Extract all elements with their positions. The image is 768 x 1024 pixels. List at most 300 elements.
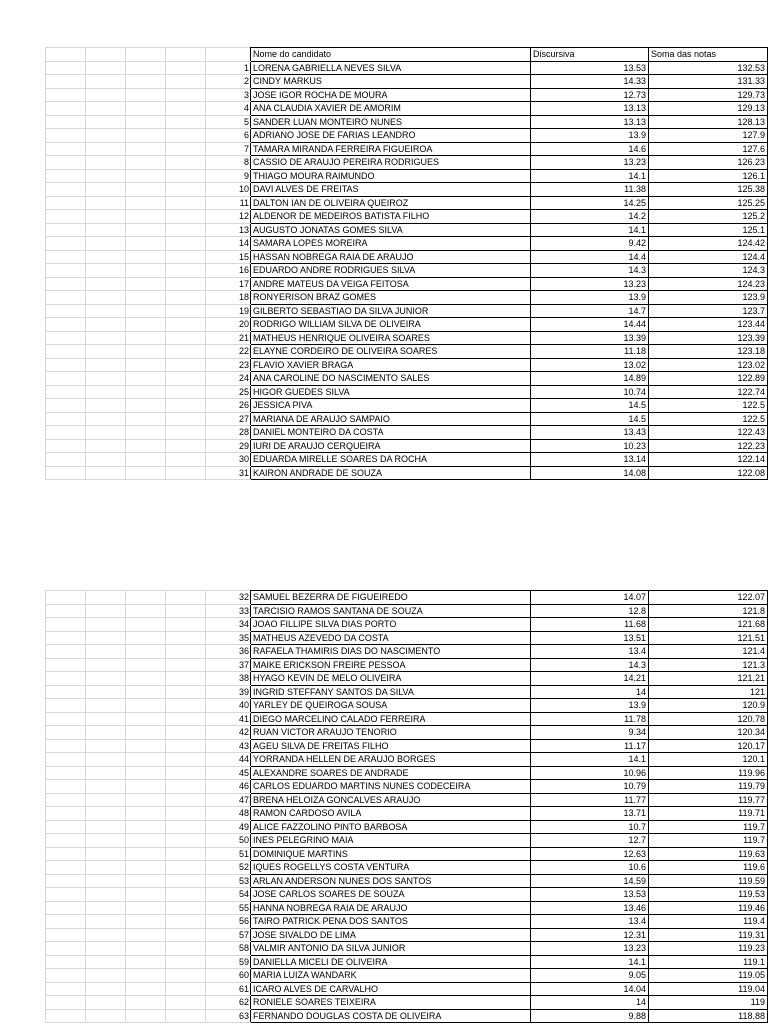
empty-cell (46, 604, 86, 618)
empty-cell (126, 901, 166, 915)
empty-cell (86, 196, 126, 210)
empty-cell (86, 604, 126, 618)
empty-cell (166, 712, 206, 726)
empty-cell (46, 631, 86, 645)
candidate-name-cell: CARLOS EDUARDO MARTINS NUNES CODECEIRA (251, 780, 531, 794)
empty-cell (126, 996, 166, 1010)
rank-cell: 13 (206, 223, 251, 237)
candidate-name-cell: JOSE CARLOS SOARES DE SOUZA (251, 888, 531, 902)
empty-cell (166, 793, 206, 807)
rank-cell: 48 (206, 807, 251, 821)
rank-cell: 46 (206, 780, 251, 794)
empty-cell (166, 358, 206, 372)
total-score-cell: 119.23 (649, 942, 768, 956)
candidate-name-cell: TARCISIO RAMOS SANTANA DE SOUZA (251, 604, 531, 618)
candidate-name-cell: DALTON IAN DE OLIVEIRA QUEIROZ (251, 196, 531, 210)
empty-cell (126, 915, 166, 929)
candidate-name-cell: JOSE SIVALDO DE LIMA (251, 928, 531, 942)
total-score-cell: 120.17 (649, 739, 768, 753)
empty-cell (86, 618, 126, 632)
total-score-cell: 122.07 (649, 591, 768, 605)
empty-cell (166, 318, 206, 332)
rank-cell: 4 (206, 102, 251, 116)
candidate-name-cell: RODRIGO WILLIAM SILVA DE OLIVEIRA (251, 318, 531, 332)
table-row (46, 318, 768, 332)
discursiva-cell: 9.34 (531, 726, 649, 740)
discursiva-cell: 11.68 (531, 618, 649, 632)
candidate-name-cell: MATHEUS HENRIQUE OLIVEIRA SOARES (251, 331, 531, 345)
candidate-name-cell: KAIRON ANDRADE DE SOUZA (251, 466, 531, 480)
rank-cell: 21 (206, 331, 251, 345)
empty-cell (86, 291, 126, 305)
total-score-cell: 120.1 (649, 753, 768, 767)
empty-cell (46, 726, 86, 740)
candidate-name-cell: TAMARA MIRANDA FERREIRA FIGUEIROA (251, 142, 531, 156)
empty-cell (86, 237, 126, 251)
empty-cell (166, 645, 206, 659)
candidate-name-cell: ANDRE MATEUS DA VEIGA FEITOSA (251, 277, 531, 291)
total-score-cell: 119.71 (649, 807, 768, 821)
empty-cell (86, 645, 126, 659)
empty-cell (86, 942, 126, 956)
empty-cell (166, 169, 206, 183)
discursiva-cell: 13.02 (531, 358, 649, 372)
total-score-cell: 119.04 (649, 982, 768, 996)
discursiva-cell: 10.96 (531, 766, 649, 780)
empty-cell (166, 874, 206, 888)
total-score-cell: 123.44 (649, 318, 768, 332)
empty-cell (126, 439, 166, 453)
empty-cell (126, 399, 166, 413)
table-row (46, 969, 768, 983)
empty-cell (126, 793, 166, 807)
empty-cell (126, 372, 166, 386)
empty-cell (46, 223, 86, 237)
empty-cell (166, 345, 206, 359)
table-row (46, 982, 768, 996)
empty-cell (166, 820, 206, 834)
rank-cell: 59 (206, 955, 251, 969)
empty-cell (46, 766, 86, 780)
discursiva-cell: 13.51 (531, 631, 649, 645)
empty-cell (86, 183, 126, 197)
rank-cell: 29 (206, 439, 251, 453)
rank-cell: 47 (206, 793, 251, 807)
candidate-name-cell: RONIELE SOARES TEIXEIRA (251, 996, 531, 1010)
empty-cell (166, 75, 206, 89)
discursiva-cell: 12.8 (531, 604, 649, 618)
empty-cell (46, 712, 86, 726)
rank-cell: 20 (206, 318, 251, 332)
table-row (46, 291, 768, 305)
discursiva-cell: 13.14 (531, 453, 649, 467)
empty-cell (126, 250, 166, 264)
rank-cell: 11 (206, 196, 251, 210)
empty-cell (126, 358, 166, 372)
empty-cell (166, 591, 206, 605)
discursiva-cell: 10.74 (531, 385, 649, 399)
total-score-cell: 121.3 (649, 658, 768, 672)
total-score-cell: 127.6 (649, 142, 768, 156)
rank-cell: 18 (206, 291, 251, 305)
empty-cell (166, 604, 206, 618)
table-row (46, 753, 768, 767)
empty-cell (166, 129, 206, 143)
empty-cell (166, 631, 206, 645)
total-score-cell: 132.53 (649, 61, 768, 75)
rank-cell: 28 (206, 426, 251, 440)
empty-cell (86, 766, 126, 780)
empty-cell (166, 237, 206, 251)
table-row (46, 426, 768, 440)
table-row (46, 102, 768, 116)
empty-cell (166, 780, 206, 794)
empty-cell (86, 331, 126, 345)
rank-cell: 3 (206, 88, 251, 102)
empty-cell (86, 156, 126, 170)
candidate-name-cell: EDUARDO ANDRE RODRIGUES SILVA (251, 264, 531, 278)
total-score-cell: 120.9 (649, 699, 768, 713)
candidate-name-cell: RUAN VICTOR ARAUJO TENORIO (251, 726, 531, 740)
empty-cell (46, 672, 86, 686)
empty-cell (126, 753, 166, 767)
empty-cell (166, 982, 206, 996)
candidate-name-cell: CINDY MARKUS (251, 75, 531, 89)
table-row (46, 196, 768, 210)
rank-cell: 1 (206, 61, 251, 75)
empty-cell (86, 807, 126, 821)
candidate-name-cell: DIEGO MARCELINO CALADO FERREIRA (251, 712, 531, 726)
total-score-cell: 126.23 (649, 156, 768, 170)
discursiva-cell: 10.79 (531, 780, 649, 794)
rank-cell: 8 (206, 156, 251, 170)
rank-cell: 23 (206, 358, 251, 372)
empty-cell (166, 942, 206, 956)
total-score-cell: 122.89 (649, 372, 768, 386)
empty-cell (126, 645, 166, 659)
empty-cell (166, 888, 206, 902)
discursiva-cell: 14 (531, 685, 649, 699)
rank-cell: 32 (206, 591, 251, 605)
empty-cell (166, 210, 206, 224)
rank-cell: 63 (206, 1009, 251, 1023)
empty-cell (126, 685, 166, 699)
discursiva-cell: 11.77 (531, 793, 649, 807)
discursiva-cell: 9.42 (531, 237, 649, 251)
discursiva-cell: 12.7 (531, 834, 649, 848)
rank-cell: 55 (206, 901, 251, 915)
empty-cell (126, 658, 166, 672)
total-score-cell: 124.4 (649, 250, 768, 264)
rank-cell: 10 (206, 183, 251, 197)
empty-cell (46, 1009, 86, 1023)
candidate-name-cell: RAFAELA THAMIRIS DIAS DO NASCIMENTO (251, 645, 531, 659)
table-row (46, 942, 768, 956)
empty-cell (86, 631, 126, 645)
empty-cell (86, 102, 126, 116)
total-score-cell: 120.78 (649, 712, 768, 726)
table-row (46, 466, 768, 480)
empty-cell (126, 385, 166, 399)
discursiva-cell: 10.23 (531, 439, 649, 453)
empty-cell (126, 942, 166, 956)
discursiva-cell: 13.9 (531, 699, 649, 713)
total-score-cell: 120.34 (649, 726, 768, 740)
empty-cell (46, 591, 86, 605)
rank-cell: 5 (206, 115, 251, 129)
empty-cell (46, 901, 86, 915)
total-score-cell: 125.38 (649, 183, 768, 197)
candidate-name-cell: THIAGO MOURA RAIMUNDO (251, 169, 531, 183)
discursiva-cell: 14.5 (531, 412, 649, 426)
candidate-name-cell: MARIANA DE ARAUJO SAMPAIO (251, 412, 531, 426)
discursiva-cell: 9.88 (531, 1009, 649, 1023)
candidate-name-cell: AGEU SILVA DE FREITAS FILHO (251, 739, 531, 753)
empty-cell (166, 996, 206, 1010)
total-score-cell: 123.9 (649, 291, 768, 305)
candidate-name-cell: FLAVIO XAVIER BRAGA (251, 358, 531, 372)
empty-cell (126, 712, 166, 726)
empty-cell (166, 385, 206, 399)
empty-cell (46, 385, 86, 399)
empty-cell (86, 901, 126, 915)
rank-cell: 43 (206, 739, 251, 753)
rank-cell: 39 (206, 685, 251, 699)
results-table-page-2 (45, 590, 768, 1023)
candidate-name-cell: TAIRO PATRICK PENA DOS SANTOS (251, 915, 531, 929)
rank-cell: 15 (206, 250, 251, 264)
table-row (46, 1009, 768, 1023)
empty-cell (86, 385, 126, 399)
empty-cell (126, 426, 166, 440)
empty-cell (166, 739, 206, 753)
empty-cell (46, 372, 86, 386)
rank-cell: 57 (206, 928, 251, 942)
rank-cell: 45 (206, 766, 251, 780)
table-row (46, 183, 768, 197)
discursiva-cell: 11.78 (531, 712, 649, 726)
total-score-cell: 123.18 (649, 345, 768, 359)
empty-cell (46, 102, 86, 116)
rank-cell: 27 (206, 412, 251, 426)
empty-cell (86, 466, 126, 480)
empty-cell (86, 712, 126, 726)
empty-cell (86, 277, 126, 291)
rank-cell: 62 (206, 996, 251, 1010)
empty-cell (46, 61, 86, 75)
empty-cell (126, 264, 166, 278)
table-row (46, 439, 768, 453)
rank-cell: 44 (206, 753, 251, 767)
empty-cell (86, 399, 126, 413)
candidate-name-cell: HYAGO KEVIN DE MELO OLIVEIRA (251, 672, 531, 686)
empty-cell (46, 996, 86, 1010)
total-score-cell: 121.51 (649, 631, 768, 645)
header-discursiva: Discursiva (531, 48, 649, 62)
empty-cell (46, 264, 86, 278)
empty-cell (166, 466, 206, 480)
candidate-name-cell: ELAYNE CORDEIRO DE OLIVEIRA SOARES (251, 345, 531, 359)
empty-cell (126, 453, 166, 467)
empty-cell (166, 807, 206, 821)
total-score-cell: 119.59 (649, 874, 768, 888)
empty-cell (86, 780, 126, 794)
empty-cell (46, 88, 86, 102)
total-score-cell: 123.39 (649, 331, 768, 345)
discursiva-cell: 14.89 (531, 372, 649, 386)
table-row (46, 780, 768, 794)
candidate-name-cell: BRENA HELOIZA GONCALVES ARAUJO (251, 793, 531, 807)
empty-cell (126, 807, 166, 821)
empty-cell (46, 466, 86, 480)
total-score-cell: 129.13 (649, 102, 768, 116)
empty-cell (46, 426, 86, 440)
total-score-cell: 125.25 (649, 196, 768, 210)
candidate-name-cell: INES PELEGRINO MAIA (251, 834, 531, 848)
empty-cell (86, 793, 126, 807)
empty-cell (126, 169, 166, 183)
table-row (46, 75, 768, 89)
empty-cell (86, 115, 126, 129)
empty-cell (86, 1009, 126, 1023)
candidate-name-cell: ANA CLAUDIA XAVIER DE AMORIM (251, 102, 531, 116)
empty-cell (86, 982, 126, 996)
discursiva-cell: 13.13 (531, 115, 649, 129)
total-score-cell: 121.8 (649, 604, 768, 618)
candidate-name-cell: SAMUEL BEZERRA DE FIGUEIREDO (251, 591, 531, 605)
empty-cell (46, 250, 86, 264)
candidate-name-cell: VALMIR ANTONIO DA SILVA JUNIOR (251, 942, 531, 956)
candidate-name-cell: ANA CAROLINE DO NASCIMENTO SALES (251, 372, 531, 386)
total-score-cell: 119.53 (649, 888, 768, 902)
table-row (46, 277, 768, 291)
empty-cell (166, 372, 206, 386)
rank-cell: 19 (206, 304, 251, 318)
rank-cell: 50 (206, 834, 251, 848)
empty-cell (166, 699, 206, 713)
table-row (46, 672, 768, 686)
discursiva-cell: 14.3 (531, 658, 649, 672)
rank-cell: 33 (206, 604, 251, 618)
empty-cell (166, 142, 206, 156)
empty-cell (166, 426, 206, 440)
empty-cell (126, 1009, 166, 1023)
total-score-cell: 119.6 (649, 861, 768, 875)
table-row (46, 210, 768, 224)
total-score-cell: 119.7 (649, 820, 768, 834)
empty-cell (46, 156, 86, 170)
total-score-cell: 124.3 (649, 264, 768, 278)
empty-cell (126, 726, 166, 740)
table-row (46, 129, 768, 143)
empty-cell (126, 129, 166, 143)
empty-cell (126, 466, 166, 480)
discursiva-cell: 13.4 (531, 915, 649, 929)
empty-cell (86, 874, 126, 888)
candidate-name-cell: MAIKE ERICKSON FREIRE PESSOA (251, 658, 531, 672)
table-row (46, 223, 768, 237)
empty-cell (46, 291, 86, 305)
empty-cell (126, 672, 166, 686)
empty-cell (86, 699, 126, 713)
empty-cell (86, 928, 126, 942)
table-row (46, 604, 768, 618)
empty-cell (166, 658, 206, 672)
discursiva-cell: 13.46 (531, 901, 649, 915)
empty-cell (86, 210, 126, 224)
header-soma: Soma das notas (649, 48, 768, 62)
empty-cell (126, 604, 166, 618)
candidate-name-cell: ALDENOR DE MEDEIROS BATISTA FILHO (251, 210, 531, 224)
empty-cell (126, 969, 166, 983)
table-row (46, 631, 768, 645)
candidate-name-cell: DOMINIQUE MARTINS (251, 847, 531, 861)
total-score-cell: 125.2 (649, 210, 768, 224)
candidate-name-cell: AUGUSTO JONATAS GOMES SILVA (251, 223, 531, 237)
empty-cell (166, 102, 206, 116)
empty-cell (166, 955, 206, 969)
table-row (46, 712, 768, 726)
empty-cell (166, 1009, 206, 1023)
total-score-cell: 119.79 (649, 780, 768, 794)
rank-cell: 61 (206, 982, 251, 996)
candidate-name-cell: IURI DE ARAUJO CERQUEIRA (251, 439, 531, 453)
total-score-cell: 126.1 (649, 169, 768, 183)
total-score-cell: 119 (649, 996, 768, 1010)
empty-cell (126, 834, 166, 848)
discursiva-cell: 13.43 (531, 426, 649, 440)
total-score-cell: 122.43 (649, 426, 768, 440)
discursiva-cell: 14.08 (531, 466, 649, 480)
total-score-cell: 122.23 (649, 439, 768, 453)
discursiva-cell: 14.1 (531, 955, 649, 969)
empty-cell (126, 183, 166, 197)
empty-cell (86, 753, 126, 767)
empty-cell (126, 699, 166, 713)
empty-cell (46, 142, 86, 156)
empty-cell (166, 250, 206, 264)
empty-cell (166, 196, 206, 210)
table-row (46, 412, 768, 426)
discursiva-cell: 13.23 (531, 156, 649, 170)
total-score-cell: 128.13 (649, 115, 768, 129)
discursiva-cell: 9.05 (531, 969, 649, 983)
table-row (46, 372, 768, 386)
total-score-cell: 122.08 (649, 466, 768, 480)
empty-cell (86, 969, 126, 983)
empty-cell (166, 399, 206, 413)
discursiva-cell: 14.25 (531, 196, 649, 210)
empty-cell (126, 739, 166, 753)
table-row (46, 901, 768, 915)
candidate-name-cell: IQUES ROGELLYS COSTA VENTURA (251, 861, 531, 875)
empty-cell (86, 672, 126, 686)
empty-cell (126, 888, 166, 902)
empty-cell (126, 412, 166, 426)
total-score-cell: 119.1 (649, 955, 768, 969)
empty-cell (166, 277, 206, 291)
candidate-name-cell: SANDER LUAN MONTEIRO NUNES (251, 115, 531, 129)
results-table-page-1 (45, 47, 768, 480)
table-row (46, 61, 768, 75)
empty-cell (86, 358, 126, 372)
rank-cell: 37 (206, 658, 251, 672)
total-score-cell: 121.68 (649, 618, 768, 632)
empty-cell (126, 142, 166, 156)
header-row (46, 48, 768, 62)
empty-cell (126, 237, 166, 251)
empty-cell (126, 780, 166, 794)
